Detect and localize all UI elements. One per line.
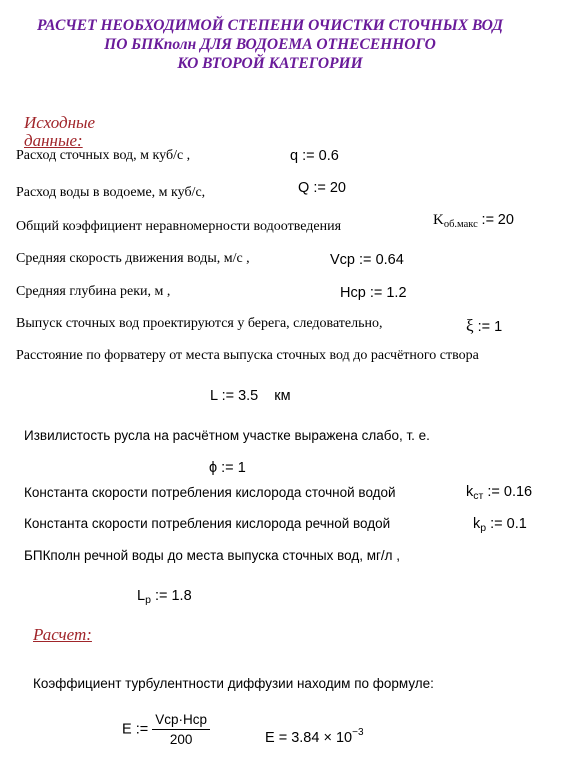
- flow-rate-wastewater-value[interactable]: 0.6: [318, 148, 339, 164]
- avg-depth-value[interactable]: 1.2: [386, 285, 407, 301]
- flow-rate-wastewater-symbol: q: [290, 148, 299, 164]
- page-title-line-2: ПО БПКполн ДЛЯ ВОДОЕМА ОТНЕСЕННОГО: [104, 36, 436, 53]
- turbulence-fraction: [152, 712, 210, 747]
- assign-operator: :=: [221, 388, 235, 404]
- turbulence-result-exponent: −3: [352, 727, 364, 738]
- assign-operator: :=: [359, 252, 372, 268]
- turbulence-coefficient-label: Коэффициент турбулентности диффузии находим по формуле:: [33, 676, 434, 691]
- outlet-coefficient-symbol: ξ: [466, 316, 474, 335]
- assign-operator: :=: [481, 212, 495, 228]
- sinuosity-value[interactable]: 1: [237, 460, 246, 476]
- flow-rate-reservoir-value[interactable]: 20: [329, 180, 346, 196]
- assign-operator: :=: [302, 148, 315, 164]
- river-bod-value[interactable]: 1.8: [171, 588, 192, 604]
- river-oxygen-constant-symbol: k: [473, 516, 481, 532]
- waste-oxygen-constant-label: Константа скорости потребления кислорода сточной водой: [24, 485, 396, 500]
- assign-operator: :=: [135, 721, 149, 738]
- waste-oxygen-constant-subscript: ст: [473, 490, 484, 502]
- outlet-location-label: Выпуск сточных вод проектируются у берега, следовательно,: [16, 316, 383, 331]
- river-bod-symbol: L: [137, 588, 146, 604]
- avg-depth-symbol: Нср: [340, 285, 366, 301]
- nonuniformity-coefficient-subscript: об.макс: [443, 219, 478, 230]
- turbulence-result: [265, 727, 364, 746]
- equals-operator: =: [278, 730, 288, 746]
- flow-rate-reservoir-label: Расход воды в водоеме, м куб/с,: [16, 185, 206, 200]
- input-section-heading-line-1: Исходные: [24, 113, 96, 132]
- assign-operator: :=: [313, 180, 326, 196]
- assign-operator: :=: [154, 588, 168, 604]
- river-bod-label: БПКполн речной воды до места выпуска сточных вод, мг/л ,: [24, 548, 401, 563]
- distance-unit: км: [274, 388, 291, 404]
- flow-rate-wastewater-formula: [290, 148, 339, 164]
- turbulence-formula: [122, 712, 210, 747]
- avg-velocity-formula: [330, 252, 404, 268]
- input-section-heading-line-2: данные:: [24, 131, 83, 150]
- nonuniformity-coefficient-symbol: K: [433, 212, 444, 228]
- distance-formula: [210, 388, 291, 404]
- sinuosity-label: Извилистость русла на расчётном участке выражена слабо, т. е.: [24, 428, 430, 443]
- turbulence-result-mantissa[interactable]: 3.84: [291, 730, 320, 746]
- distance-value[interactable]: 3.5: [238, 388, 259, 404]
- sinuosity-formula: [209, 460, 246, 476]
- turbulence-numerator: Vср·Нср: [152, 712, 210, 730]
- river-bod-formula: [137, 588, 192, 606]
- assign-operator: :=: [369, 285, 383, 301]
- river-oxygen-constant-formula: [473, 516, 527, 534]
- sinuosity-symbol: ϕ: [209, 460, 218, 476]
- page-title-line-1: РАСЧЕТ НЕОБХОДИМОЙ СТЕПЕНИ ОЧИСТКИ СТОЧНЫХ ВОД: [37, 17, 503, 34]
- flow-rate-wastewater-label: Расход сточных вод, м куб/с ,: [16, 148, 191, 163]
- nonuniformity-coefficient-value[interactable]: 20: [497, 212, 514, 228]
- calc-section-heading: Расчет:: [33, 625, 92, 644]
- avg-velocity-label: Средняя скорость движения воды, м/с ,: [16, 251, 250, 266]
- outlet-coefficient-formula: [466, 316, 502, 336]
- avg-depth-label: Средняя глубина реки, м ,: [16, 284, 171, 299]
- waste-oxygen-constant-value[interactable]: 0.16: [503, 484, 533, 500]
- assign-operator: :=: [487, 484, 500, 500]
- turbulence-result-lhs: E: [265, 730, 275, 746]
- assign-operator: :=: [221, 460, 234, 476]
- page-title-line-3: КО ВТОРОЙ КАТЕГОРИИ: [177, 55, 363, 72]
- avg-velocity-value[interactable]: 0.64: [375, 252, 404, 268]
- times-operator: ×: [323, 730, 332, 746]
- flow-rate-reservoir-formula: [298, 180, 346, 196]
- avg-velocity-symbol: Vср: [330, 252, 355, 268]
- flow-rate-reservoir-symbol: Q: [298, 180, 310, 196]
- turbulence-lhs: E: [122, 721, 132, 738]
- river-oxygen-constant-value[interactable]: 0.1: [506, 516, 527, 532]
- outlet-coefficient-value[interactable]: 1: [494, 319, 503, 335]
- river-bod-subscript: р: [145, 594, 151, 606]
- assign-operator: :=: [477, 319, 491, 335]
- nonuniformity-coefficient-label: Общий коэффициент неравномерности водоотведения: [16, 219, 342, 234]
- distance-symbol: L: [210, 388, 218, 404]
- waste-oxygen-constant-formula: [466, 484, 532, 502]
- avg-depth-formula: [340, 285, 407, 301]
- river-oxygen-constant-label: Константа скорости потребления кислорода речной водой: [24, 516, 391, 531]
- turbulence-denominator: 200: [169, 732, 193, 747]
- nonuniformity-coefficient-formula: [433, 212, 514, 230]
- turbulence-result-base: 10: [335, 730, 353, 746]
- assign-operator: :=: [490, 516, 503, 532]
- distance-label: Расстояние по форватеру от места выпуска сточных вод до расчётного створа: [16, 348, 479, 363]
- river-oxygen-constant-subscript: р: [480, 522, 487, 534]
- waste-oxygen-constant-symbol: k: [466, 484, 474, 500]
